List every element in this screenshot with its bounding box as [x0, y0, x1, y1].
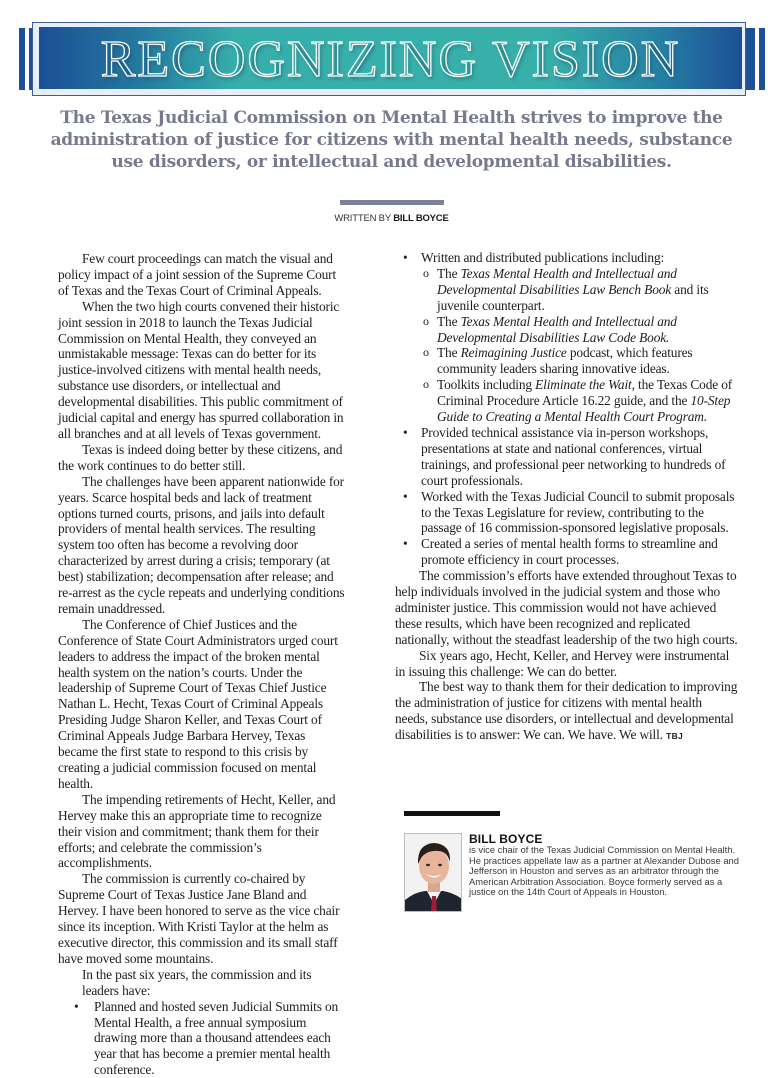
text: The — [437, 345, 461, 361]
text: The — [437, 265, 461, 281]
byline-author: BILL BOYCE — [393, 213, 449, 224]
left-column — [58, 251, 348, 1078]
paragraph: Few court proceedings can match the visual and policy impact of a joint session of the Supreme Court of Texas and the Texas Court of Criminal Appeals. — [58, 251, 337, 298]
list-item-text: Written and distributed publications including: — [421, 250, 665, 265]
banner-panel — [39, 27, 742, 89]
banner-right-bar-inner — [746, 28, 755, 90]
paragraph: Texas is indeed doing better by these citizens, and the work continues to do better still. — [58, 441, 343, 473]
text: podcast, which features community leaders sharing innovative ideas. — [437, 345, 693, 377]
list-item: • Planned and hosted seven Judicial Summits on Mental Health, a free annual symposium drawing more than a thousand attendees each year that has become a premier mental health conference. — [58, 999, 348, 1078]
paragraph: The commission is currently co-chaired by Supreme Court of Texas Justice Jane Bland and Hervey. I have been honored to serve as the vice chair since its inception. With Kristi Taylor at the helm as executive director, this commission and its small staff have moved some mountains. — [58, 871, 340, 966]
podcast-title: Reimagining Justice — [460, 345, 567, 361]
byline-divider — [340, 200, 444, 205]
paragraph: Six years ago, Hecht, Keller, and Hervey were instrumental in issuing this challenge: We can do better. — [395, 647, 730, 679]
author-photo — [404, 833, 462, 912]
page-title: RECOGNIZING VISION — [100, 31, 681, 88]
paragraph — [395, 679, 738, 745]
publication-title: Texas Mental Health and Intellectual and Developmental Disabilities Law Bench Book — [437, 265, 677, 297]
text: Toolkits including — [437, 377, 536, 393]
guide-title: 10-Step Guide to Creating a Mental Health Court Program. — [437, 393, 731, 425]
banner-right-bar-outer — [759, 28, 765, 90]
toolkit-title: Eliminate the Wait, — [535, 377, 635, 393]
sublist-item — [421, 266, 738, 314]
list-item: • Created a series of mental health forms to streamline and promote efficiency in court processes. — [403, 536, 738, 568]
paragraph: The challenges have been apparent nationwide for years. Scarce hospital beds and lack of treatment options turned courts, prisons, and jails into default providers of mental health services. The resulting system too often has become a revolving door characterized by arrest during a crisis; temporary (at best) stabilization; decompensation after release; and re-arrest as the cycle repeats and underlying conditions remain unaddressed. — [58, 473, 345, 616]
text: and its juvenile counterpart. — [437, 281, 709, 313]
paragraph: When the two high courts convened their historic joint session in 2018 to launch the Texas Judicial Commission on Mental Health, they conveyed an unmistakable message: Texas can do better for its justice-involved citizens with mental health needs, substance use disorders, or intellectual and developmental disabilities. This public commitment of judicial capital and energy has spurred collaboration in all branches and at all levels of Texas government. — [58, 298, 344, 441]
title-banner — [0, 20, 783, 98]
byline-prefix: WRITTEN BY — [334, 213, 391, 224]
end-mark: TBJ — [666, 731, 684, 742]
accomplishments-list — [58, 999, 348, 1078]
publication-title: Texas Mental Health and Intellectual and Developmental Disabilities Law Code Book. — [437, 313, 677, 345]
list-item: • Worked with the Texas Judicial Council to submit proposals to the Texas Legislature for review, contributing to the passage of 16 commission-sponsored legislative proposals. — [403, 489, 738, 537]
closing-text: The best way to thank them for their dedication to improving the administration of justice for citizens with mental health needs, substance use disorders, or intellectual and developmental disabilities is to answer: We can. We have. We will. — [395, 679, 738, 743]
text: The — [437, 313, 461, 329]
sublist-item — [421, 345, 738, 377]
paragraph: The Conference of Chief Justices and the Conference of State Court Administrators urged court leaders to address the impact of the broken mental health system on the nation’s courts. Under the leadership of Supreme Court of Texas Chief Justice Nathan L. Hecht, Texas Court of Criminal Appeals Presiding Judge Sharon Keller, and Texas Court of Criminal Appeals Judge Barbara Hervey, Texas became the first state to respond to this crisis by creating a judicial commission focused on mental health. — [58, 616, 338, 791]
article-deck: The Texas Judicial Commission on Mental Health strives to improve the administration of justice for citizens with mental health needs, substance use disorders, or intellectual and developmental disabilities. — [50, 108, 733, 172]
right-column — [395, 250, 738, 745]
publications-sublist — [421, 266, 738, 425]
list-intro: In the past six years, the commission and its leaders have: — [82, 966, 312, 998]
banner-left-bar-outer — [19, 28, 25, 90]
sublist-item — [421, 314, 738, 346]
sublist-item — [421, 377, 738, 425]
headshot-icon — [405, 834, 462, 912]
text: the Texas Code of Criminal Procedure Article 16.22 guide, and the — [437, 377, 733, 409]
accomplishments-list-continued — [403, 250, 738, 568]
byline — [300, 213, 483, 224]
closing-section — [395, 568, 738, 745]
list-item — [403, 250, 738, 425]
author-bio: is vice chair of the Texas Judicial Commission on Mental Health. He practices appellate law as a partner at Alexander Dubose and Jefferson in Houston and serves as an arbitrator through the American Arbitration Association. Boyce formerly served as a justice on the 14th Court of Appeals in Houston. — [469, 844, 739, 898]
list-item: • Provided technical assistance via in-person workshops, presentations at state and national conferences, virtual trainings, and professional peer networking to hundreds of court professionals. — [403, 425, 738, 489]
paragraph: The impending retirements of Hecht, Keller, and Hervey make this an appropriate time to recognize their vision and commitment; thank them for their efforts; and celebrate the commission’s accomplishments. — [58, 791, 336, 871]
paragraph: The commission’s efforts have extended throughout Texas to help individuals involved in the judicial system and those who administer justice. This commission would not have achieved these results, which have been recognized and replicated nationally, without the steadfast leadership of the two high courts. — [395, 568, 738, 647]
author-name: BILL BOYCE — [469, 832, 543, 846]
author-divider — [404, 811, 500, 816]
